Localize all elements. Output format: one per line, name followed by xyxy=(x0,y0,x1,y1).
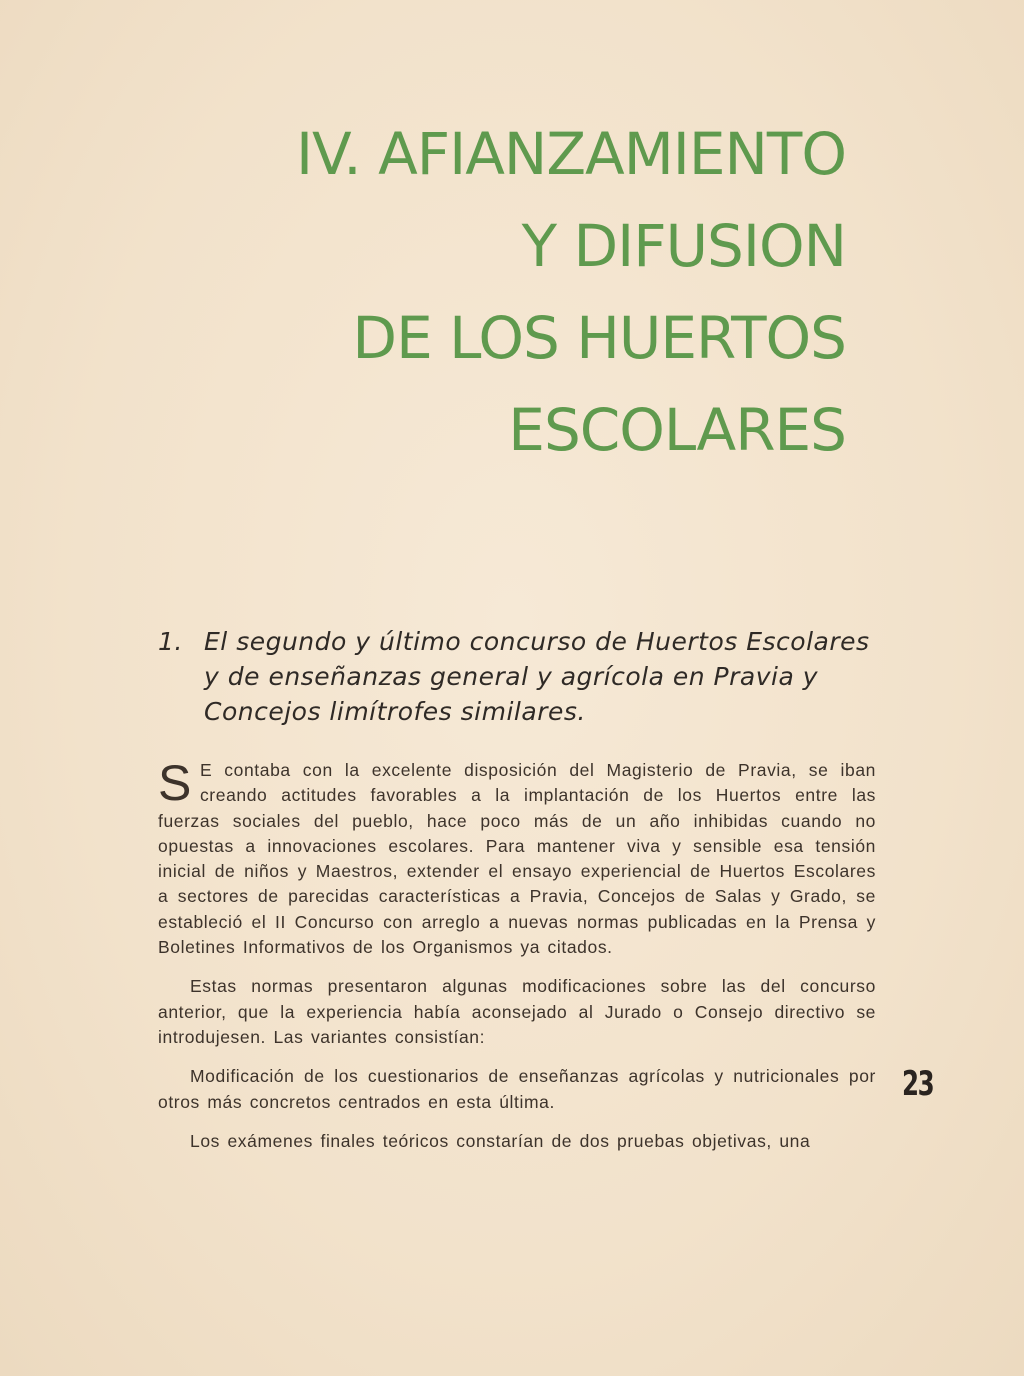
chapter-title-line: Y DIFUSION xyxy=(521,212,846,280)
chapter-title-line: ESCOLARES xyxy=(508,396,846,464)
body-text xyxy=(158,755,876,1168)
section-number: 1. xyxy=(158,627,183,656)
page-number: 23 xyxy=(902,1064,934,1104)
chapter-title xyxy=(226,108,846,476)
paragraph-text: E contaba con la excelente disposición del Magisterio de Pravia, se iban creando actitudes favorables a la implantación de los Huertos entre las fuerzas sociales del pueblo, hace poco más de un año inhibidas cuando no opuestas a innovaciones escolares. Para mantener viva y sensible esa tensión inicial de niños y Maestros, extender el ensayo experiencial de Huertos Escolares a sectores de parecidas características a Pravia, Concejos de Salas y Grado, se estableció el II Concurso con arreglo a nuevas normas publicadas en la Prensa y Boletines Informativos de los Organismos ya citados. xyxy=(158,760,876,958)
drop-cap: S xyxy=(158,755,192,811)
chapter-title-line: DE LOS HUERTOS xyxy=(352,304,846,372)
section-heading-line: y de enseñanzas general y agrícola en Pravia y xyxy=(204,662,819,691)
paragraph: Estas normas presentaron algunas modificaciones sobre las del concurso anterior, que la experiencia había aconsejado al Jurado o Consejo directivo se introdujesen. Las variantes consistían: xyxy=(158,976,876,1047)
section-heading-line: El segundo y último concurso de Huertos Escolares xyxy=(204,627,870,656)
paragraph: Modificación de los cuestionarios de enseñanzas agrícolas y nutricionales por otros más concretos centrados en esta última. xyxy=(158,1066,876,1112)
paragraph: Los exámenes finales teóricos constarían de dos pruebas objetivas, una xyxy=(190,1130,811,1151)
section-heading-line: Concejos limítrofes similares. xyxy=(204,697,586,726)
paragraph xyxy=(158,755,876,960)
chapter-title-line: IV. AFIANZAMIENTO xyxy=(295,120,846,188)
section-heading xyxy=(158,624,898,729)
